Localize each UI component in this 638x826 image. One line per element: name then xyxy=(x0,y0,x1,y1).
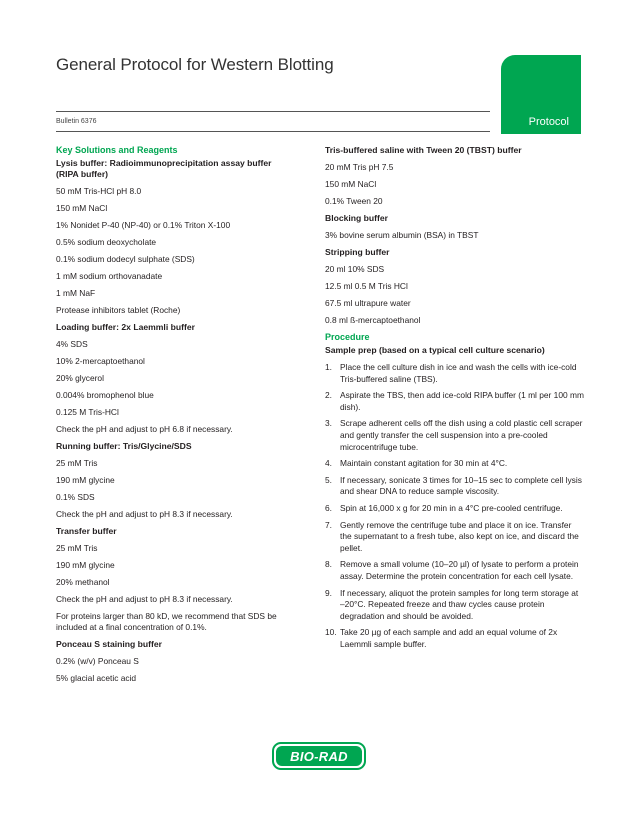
step-text: If necessary, aliquot the protein samples for long term storage at –20°C. Repeated freeze and thaw cycles cause protein degradation and should be avoided. xyxy=(340,587,579,621)
reagent-line: 25 mM Tris xyxy=(56,543,98,553)
step-text: Aspirate the TBS, then add ice-cold RIPA buffer (1 ml per 100 mm dish). xyxy=(340,390,584,412)
reagent-line: 3% bovine serum albumin (BSA) in TBST xyxy=(325,230,479,240)
reagent-line: Check the pH and adjust to pH 8.3 if necessary. xyxy=(56,509,233,519)
procedure-step xyxy=(325,390,585,413)
running-buffer-heading: Running buffer: Tris/Glycine/SDS xyxy=(56,441,192,451)
reagent-line: For proteins larger than 80 kD, we recommend that SDS be included at a final concentration of 0.1%. xyxy=(56,611,277,632)
ponceau-buffer-heading: Ponceau S staining buffer xyxy=(56,639,163,649)
step-text: Place the cell culture dish in ice and wash the cells with ice-cold Tris-buffered saline (TBS). xyxy=(340,362,577,384)
step-number: 4. xyxy=(325,458,332,469)
transfer-buffer-heading: Transfer buffer xyxy=(56,526,117,536)
step-number: 8. xyxy=(325,559,332,570)
step-number: 5. xyxy=(325,474,332,485)
step-number: 6. xyxy=(325,502,332,513)
reagent-line: 0.1% sodium dodecyl sulphate (SDS) xyxy=(56,254,195,264)
procedure-step xyxy=(325,458,585,470)
step-number: 3. xyxy=(325,418,332,429)
reagent-line: 0.5% sodium deoxycholate xyxy=(56,237,157,247)
procedure-step xyxy=(325,418,585,453)
reagent-line: 0.1% SDS xyxy=(56,492,95,502)
key-solutions-heading: Key Solutions and Reagents xyxy=(56,145,178,155)
tbst-buffer-heading: Tris-buffered saline with Tween 20 (TBST) buffer xyxy=(325,145,522,155)
reagent-line: 0.2% (w/v) Ponceau S xyxy=(56,656,139,666)
reagent-line: 1 mM sodium orthovanadate xyxy=(56,271,163,281)
procedure-step xyxy=(325,475,585,498)
reagent-line: 50 mM Tris-HCl pH 8.0 xyxy=(56,186,142,196)
reagent-line: 0.1% Tween 20 xyxy=(325,196,383,206)
reagent-line: 1 mM NaF xyxy=(56,288,96,298)
step-text: Take 20 µg of each sample and add an equal volume of 2x Laemmli sample buffer. xyxy=(340,627,558,649)
bio-rad-logo-badge xyxy=(276,746,362,766)
reagent-line: 20 mM Tris pH 7.5 xyxy=(325,162,394,172)
step-text: Scrape adherent cells off the dish using a cold plastic cell scraper and gently transfer the cell suspension into a pre-cooled microcentrifuge tube. xyxy=(340,418,583,452)
left-column xyxy=(56,145,294,690)
right-column xyxy=(325,145,585,655)
stripping-buffer-heading: Stripping buffer xyxy=(325,247,390,257)
reagent-line: 1% Nonidet P-40 (NP-40) or 0.1% Triton X-100 xyxy=(56,220,231,230)
sample-prep-heading: Sample prep (based on a typical cell culture scenario) xyxy=(325,345,545,355)
reagent-line: 0.125 M Tris-HCl xyxy=(56,407,119,417)
reagent-line: 150 mM NaCl xyxy=(325,179,377,189)
blocking-buffer-heading: Blocking buffer xyxy=(325,213,389,223)
protocol-tab xyxy=(501,55,581,134)
reagent-line: 190 mM glycine xyxy=(56,475,115,485)
step-text: Spin at 16,000 x g for 20 min in a 4°C pre-cooled centrifuge. xyxy=(340,502,563,513)
reagent-line: 150 mM NaCl xyxy=(56,203,108,213)
reagent-line: Check the pH and adjust to pH 6.8 if necessary. xyxy=(56,424,233,434)
reagent-line: 5% glacial acetic acid xyxy=(56,673,137,683)
procedure-steps xyxy=(325,362,585,650)
reagent-line: 20% methanol xyxy=(56,577,110,587)
step-text: Gently remove the centrifuge tube and place it on ice. Transfer the supernatant to a fresh tube, also kept on ice, and discard the pellet. xyxy=(340,519,579,553)
step-text: If necessary, sonicate 3 times for 10–15 sec to complete cell lysis and shear DNA to reduce sample viscosity. xyxy=(340,474,582,497)
step-number: 9. xyxy=(325,587,332,598)
reagent-line: Protease inhibitors tablet (Roche) xyxy=(56,305,181,315)
reagent-line: 25 mM Tris xyxy=(56,458,98,468)
procedure-step xyxy=(325,627,585,650)
reagent-line: 10% 2-mercaptoethanol xyxy=(56,356,145,366)
reagent-line: 4% SDS xyxy=(56,339,88,349)
step-number: 10. xyxy=(325,627,337,638)
step-number: 2. xyxy=(325,390,332,401)
reagent-line: 0.004% bromophenol blue xyxy=(56,390,154,400)
step-number: 1. xyxy=(325,362,332,372)
reagent-line: 67.5 ml ultrapure water xyxy=(325,298,411,308)
reagent-line: 20 ml 10% SDS xyxy=(325,264,385,274)
procedure-step xyxy=(325,503,585,515)
step-text: Maintain constant agitation for 30 min at 4°C. xyxy=(340,458,508,469)
procedure-step xyxy=(325,559,585,582)
protocol-tab-label: Protocol xyxy=(528,116,569,128)
reagent-line: 12.5 ml 0.5 M Tris HCl xyxy=(325,281,408,291)
lysis-buffer-heading: Lysis buffer: Radioimmunoprecipitation assay buffer (RIPA buffer) xyxy=(56,158,272,179)
procedure-heading: Procedure xyxy=(325,332,370,342)
bulletin-number: Bulletin 6376 xyxy=(56,118,97,125)
bio-rad-logo-text: BIO-RAD xyxy=(290,748,348,764)
procedure-step xyxy=(325,588,585,623)
reagent-line: Check the pH and adjust to pH 8.3 if necessary. xyxy=(56,594,233,604)
step-number: 7. xyxy=(325,519,332,530)
procedure-step xyxy=(325,362,585,385)
loading-buffer-heading: Loading buffer: 2x Laemmli buffer xyxy=(56,322,195,332)
header-rule-top xyxy=(56,111,490,112)
step-text: Remove a small volume (10–20 µl) of lysate to perform a protein assay. Determine the protein concentration for each cell lysate. xyxy=(340,559,579,581)
page-title: General Protocol for Western Blotting xyxy=(56,55,334,74)
bio-rad-logo xyxy=(272,742,366,770)
reagent-line: 190 mM glycine xyxy=(56,560,115,570)
procedure-step xyxy=(325,520,585,555)
reagent-line: 0.8 ml ß-mercaptoethanol xyxy=(325,315,421,325)
header-rule-bottom xyxy=(56,131,490,132)
reagent-line: 20% glycerol xyxy=(56,373,104,383)
